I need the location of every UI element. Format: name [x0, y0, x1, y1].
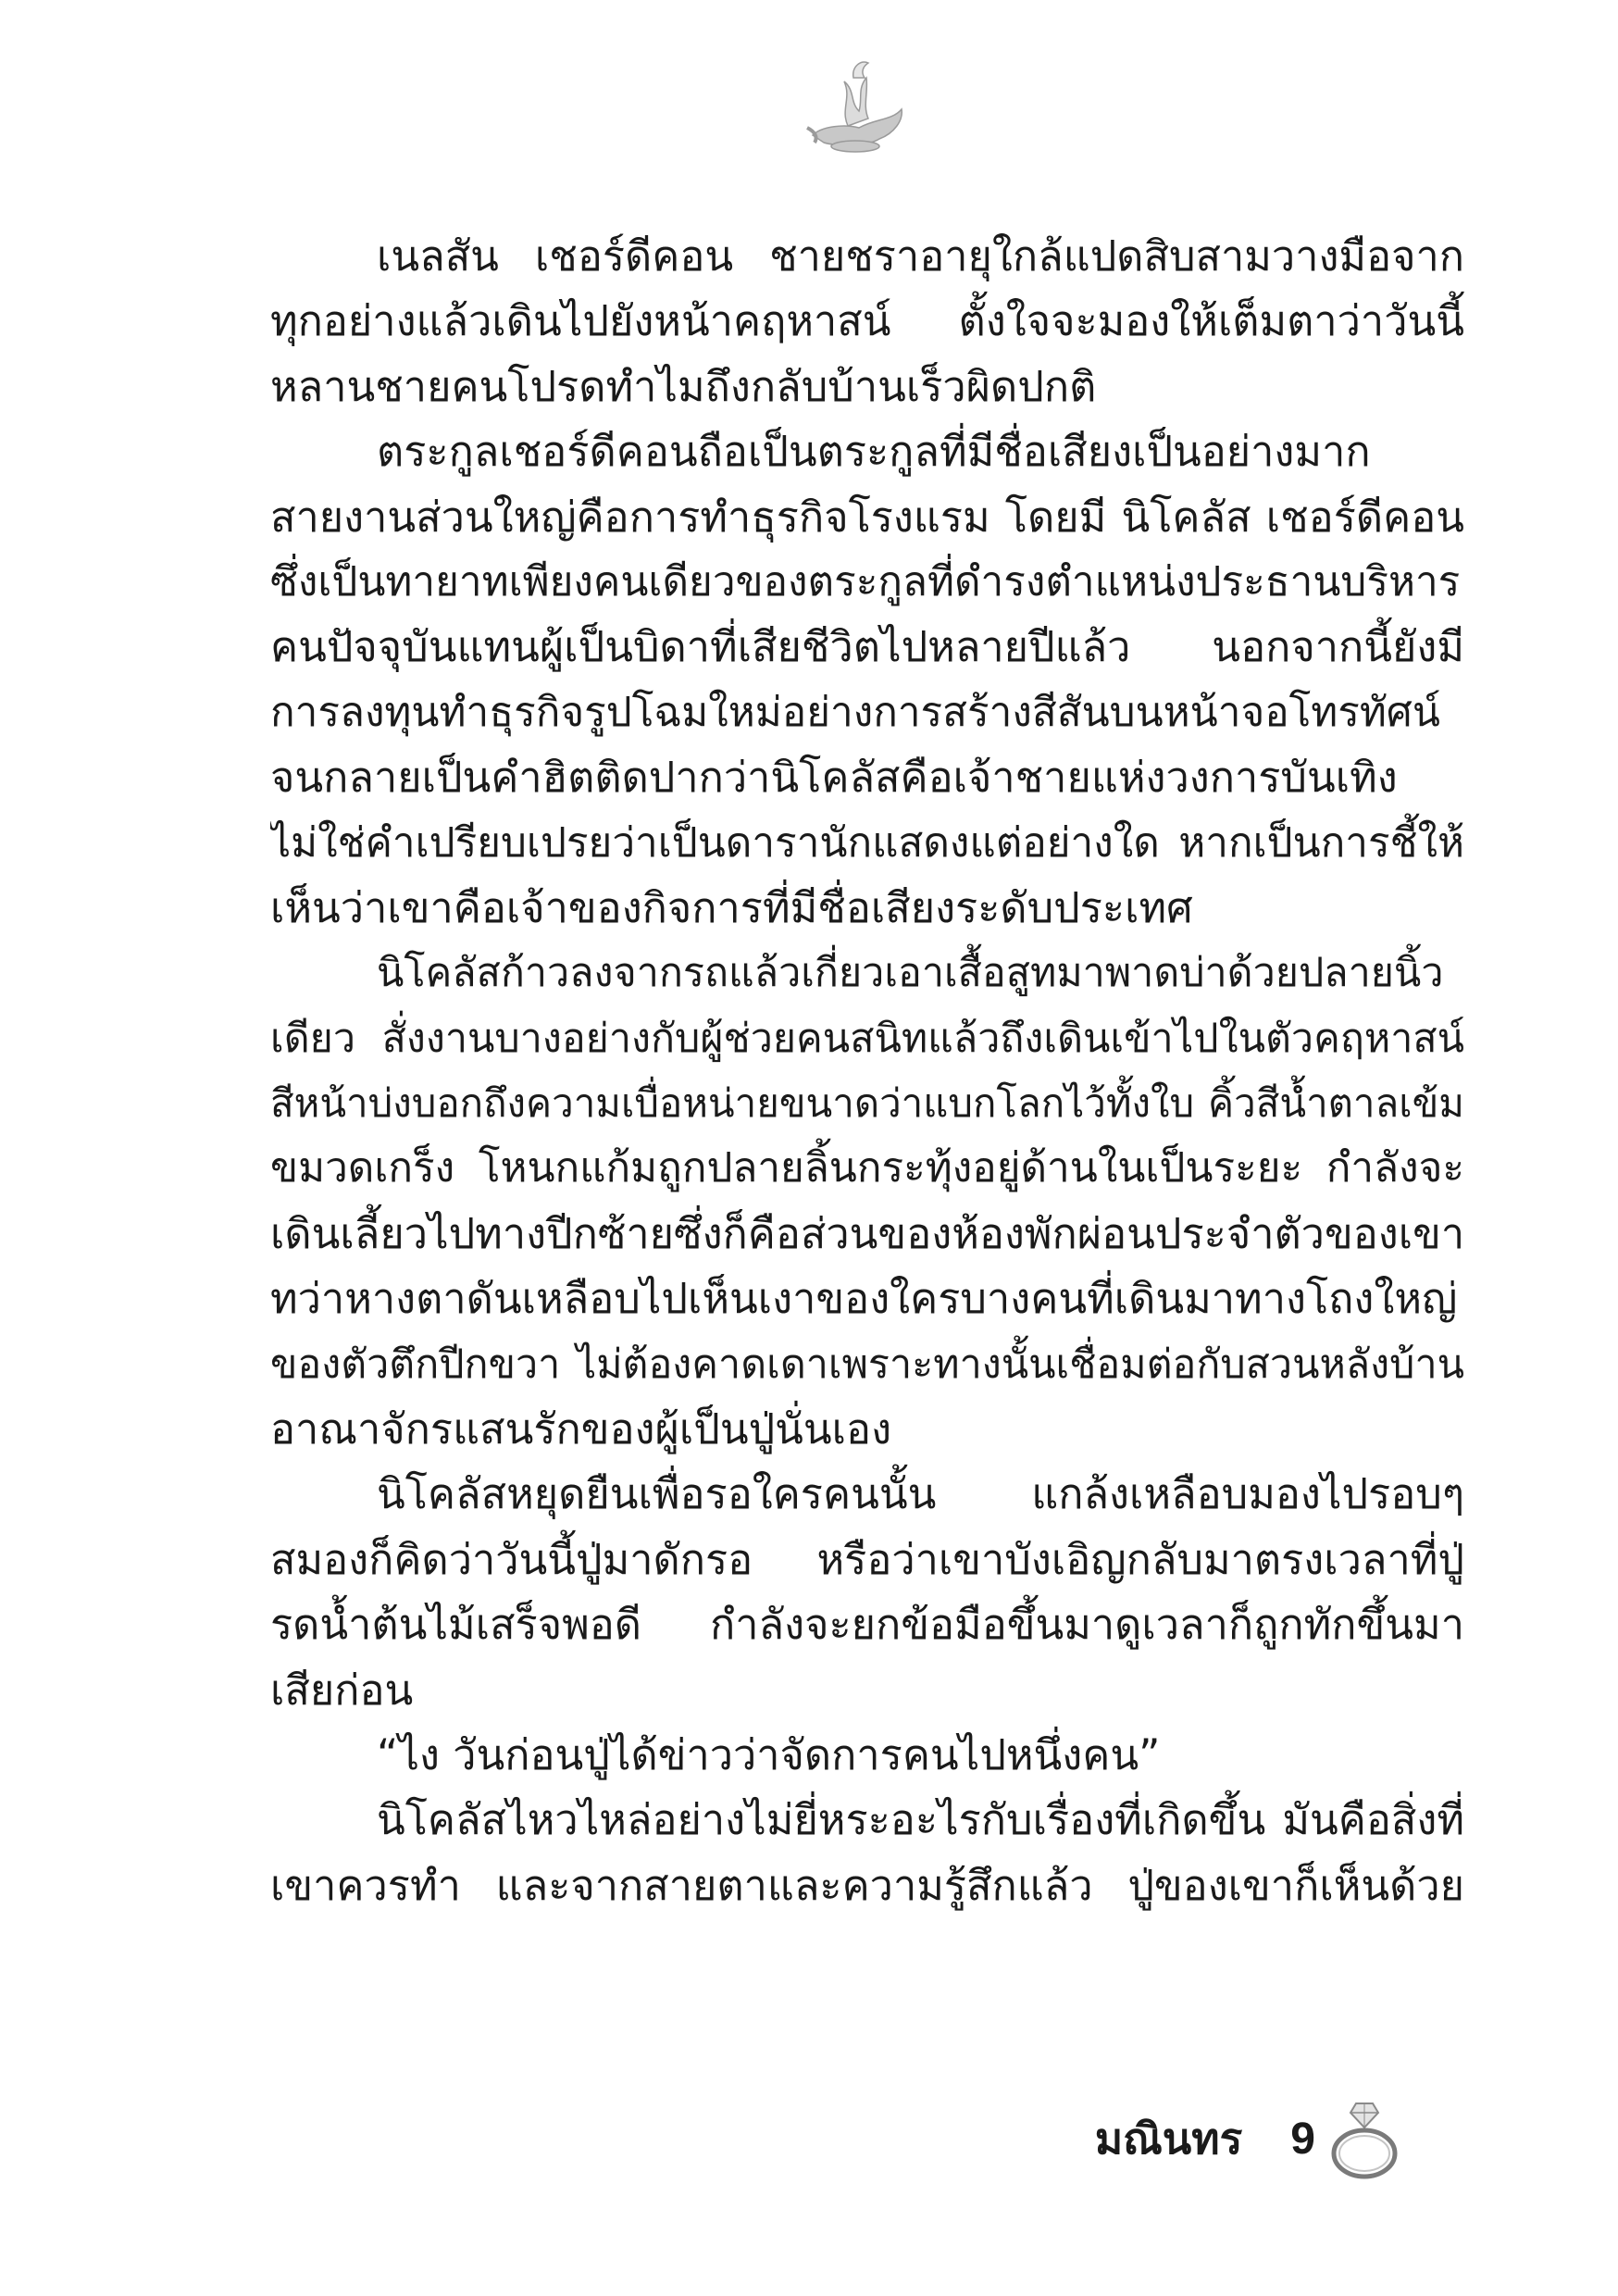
text-line: อาณาจักรแสนรักของผู้เป็นปู่นั่นเอง: [270, 1404, 892, 1454]
text-line: เขาควรทำ และจากสายตาและความรู้สึกแล้ว ปู่ของเขาก็เห็นด้วย: [270, 1860, 1464, 1910]
text-line: หลานชายคนโปรดทำไมถึงกลับบ้านเร็วผิดปกติ: [270, 361, 1097, 411]
text-line: สมองก็คิดว่าวันนี้ปู่มาดักรอ หรือว่าเขาบังเอิญกลับมาตรงเวลาที่ปู่: [270, 1534, 1464, 1584]
genie-lamp-icon: [794, 54, 915, 165]
text-line: คนปัจจุบันแทนผู้เป็นบิดาที่เสียชีวิตไปหลายปีแล้ว นอกจากนี้ยังมี: [270, 622, 1464, 672]
text-line: เดินเลี้ยวไปทางปีกซ้ายซึ่งก็คือส่วนของห้องพักผ่อนประจำตัวของเขา: [270, 1208, 1464, 1258]
text-line: เนลสัน เชอร์ดีคอน ชายชราอายุใกล้แปดสิบสามวางมือจาก: [377, 231, 1464, 281]
text-line: “ไง วันก่อนปู่ได้ข่าวว่าจัดการคนไปหนึ่งคน”: [377, 1729, 1161, 1779]
text-line: ทุกอย่างแล้วเดินไปยังหน้าคฤหาสน์ ตั้งใจจะมองให้เต็มตาว่าวันนี้: [270, 296, 1464, 346]
text-line: นิโคลัสก้าวลงจากรถแล้วเกี่ยวเอาเสื้อสูทมาพาดบ่าด้วยปลายนิ้ว: [377, 950, 1444, 997]
diamond-ring-icon: [1328, 2094, 1400, 2183]
text-line: ซึ่งเป็นทายาทเพียงคนเดียวของตระกูลที่ดำรงตำแหน่งประธานบริหาร: [270, 557, 1461, 605]
body-text: [270, 224, 1464, 1918]
text-line: เดียว สั่งงานบางอย่างกับผู้ช่วยคนสนิทแล้วถึงเดินเข้าไปในตัวคฤหาสน์: [270, 1015, 1464, 1062]
text-line: ขมวดเกร็ง โหนกแก้มถูกปลายลิ้นกระทุ้งอยู่ด้านในเป็นระยะ กำลังจะ: [270, 1144, 1464, 1192]
text-line: นิโคลัสไหวไหล่อย่างไม่ยี่หระอะไรกับเรื่องที่เกิดขึ้น มันคือสิ่งที่: [377, 1795, 1464, 1845]
text-line: รดน้ำต้นไม้เสร็จพอดี กำลังจะยกข้อมือขึ้นมาดูเวลาก็ถูกทักขึ้นมา: [270, 1600, 1464, 1650]
text-line: การลงทุนทำธุรกิจรูปโฉมใหม่อย่างการสร้างสีสันบนหน้าจอโทรทัศน์: [270, 688, 1440, 736]
text-line: ทว่าหางตาดันเหลือบไปเห็นเงาของใครบางคนที่เดินมาทางโถงใหญ่: [270, 1274, 1458, 1324]
footer: [1095, 2088, 1400, 2190]
text-line: จนกลายเป็นคำฮิตติดปากว่านิโคลัสคือเจ้าชายแห่งวงการบันเทิง: [270, 753, 1398, 803]
text-line: ตระกูลเชอร์ดีคอนถือเป็นตระกูลที่มีชื่อเสียงเป็นอย่างมาก: [377, 427, 1371, 477]
text-line: ของตัวตึกปีกขวา ไม่ต้องคาดเดาเพราะทางนั้นเชื่อมต่อกับสวนหลังบ้าน: [270, 1341, 1464, 1388]
page-number: 9: [1290, 2114, 1315, 2164]
text-line: สีหน้าบ่งบอกถึงความเบื่อหน่ายขนาดว่าแบกโลกไว้ทั้งใบ คิ้วสีน้ำตาลเข้ม: [270, 1080, 1464, 1127]
text-line: นิโคลัสหยุดยืนเพื่อรอใครคนนั้น แกล้งเหลือบมองไปรอบๆ: [377, 1469, 1464, 1519]
text-line: เห็นว่าเขาคือเจ้าของกิจการที่มีชื่อเสียงระดับประเทศ: [270, 882, 1193, 932]
author-name: มณินทร: [1094, 2113, 1243, 2164]
text-line: สายงานส่วนใหญ่คือการทำธุรกิจโรงแรม โดยมี นิโคลัส เชอร์ดีคอน: [270, 492, 1464, 542]
text-line: ไม่ใช่คำเปรียบเปรยว่าเป็นดารานักแสดงแต่อย่างใด หากเป็นการชี้ให้: [270, 818, 1464, 867]
text-line: เสียก่อน: [270, 1665, 414, 1715]
